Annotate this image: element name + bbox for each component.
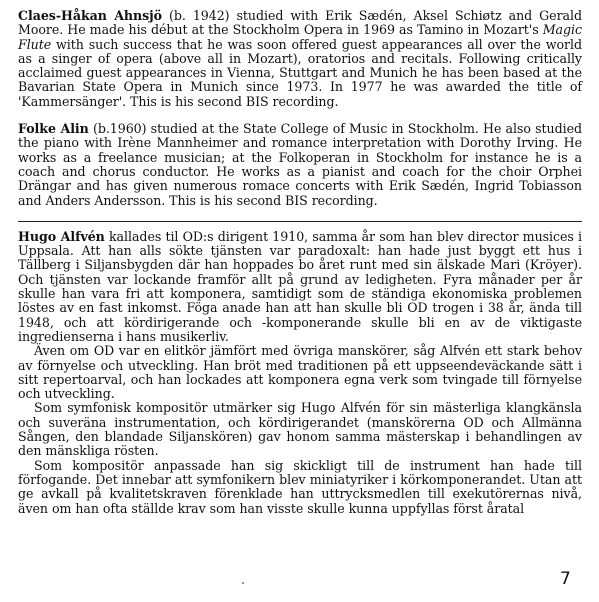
bio-name: Claes-Håkan Ahnsjö xyxy=(18,8,163,23)
page-number: 7 xyxy=(560,569,571,589)
bio-text: with such success that he was soon offered guest appearances all over the world as a singer of opera (above all in Mozart), oratorios and recitals. Following critically acclaimed guest appearances in Vienna, Stuttgart and Munich he has been based at the Bavarian State Opera in Munich since 1973. In 1977 he was awarded the title of 'Kammersänger'. This is his second BIS recording. xyxy=(18,36,582,109)
bio-alin xyxy=(18,122,582,208)
page-content xyxy=(18,9,582,516)
paragraph-text: kallades til OD:s dirigent 1910, samma år som han blev director musices i Uppsala. Att han alls sökte tjänsten var paradoxalt: han hade just byggt ett hus i Tällberg i Siljansbygden där han hoppades bo året runt med sin älskade Mari (Kröyer). Och tjänsten var lockande framför allt på grund av ledigheten. Fyra månader per år skulle han vara fri att komponera, samtidigt som de ständiga ekonomiska problemen löstes av en fast inkomst. Föga anade han att han skulle bli OD trogen i 38 år, ända till 1948, och att kördirigerande och -komponerande skulle bli en av de viktigaste ingredienserna i hans musikerliv. xyxy=(18,228,583,344)
bio-text: (b. 1942) studied with Erik Sædén, Aksel Schiøtz and Gerald Moore. He made his début at the Stockholm Opera in 1969 as Tamino in Mozart's xyxy=(18,8,582,38)
print-speck xyxy=(242,582,244,584)
swedish-paragraph xyxy=(18,230,582,344)
swedish-paragraph: Som symfonisk kompositör utmärker sig Hugo Alfvén för sin mästerliga klangkänsla och suveräna instrumentation, och kördirigerandet (manskörerna OD och Allmänna Sången, den blandade Siljanskören) gav honom samma mästerskap i behandlingen av den mänskliga rösten. xyxy=(18,400,582,459)
composer-name: Hugo Alfvén xyxy=(18,228,105,244)
bio-text: (b.1960) studied at the State College of Music in Stockholm. He also studied the piano with Irène Mannheimer and romance interpretation with Dorothy Irving. He works as a freelance musician; at the Folkoperan in Stockholm for instance he is a coach and chorus conductor. He works as a pianist and coach for the choir Orphei Drängar and has given numerous romace concerts with Erik Sædén, Ingrid Tobiasson and Anders Andersson. This is his second BIS recording. xyxy=(18,121,582,208)
bio-ahnsjo xyxy=(18,9,582,109)
opera-title: Magic Flute xyxy=(18,22,582,52)
bio-name: Folke Alin xyxy=(18,121,89,137)
swedish-paragraph: Även om OD var en elitkör jämfört med övriga manskörer, såg Alfvén ett stark behov av förnyelse och utveckling. Han bröt med traditionen på ett uppseendeväckande sätt i sitt repertoarval, och han lockades att komponera egna verk som tvingade till förnyelse och utveckling. xyxy=(18,343,582,402)
section-divider xyxy=(18,221,582,222)
swedish-paragraph: Som kompositör anpassade han sig skickligt till de instrument han hade till förfogande. Det innebar att symfonikern blev miniatyriker i körkomponerandet. Utan att ge avkall på kvalitetskraven förenklade han uttrycksmedlen till exekutörernas nivå, även om han ofta ställde krav som han visste skulle kunna uppfyllas först åratal xyxy=(18,457,582,516)
